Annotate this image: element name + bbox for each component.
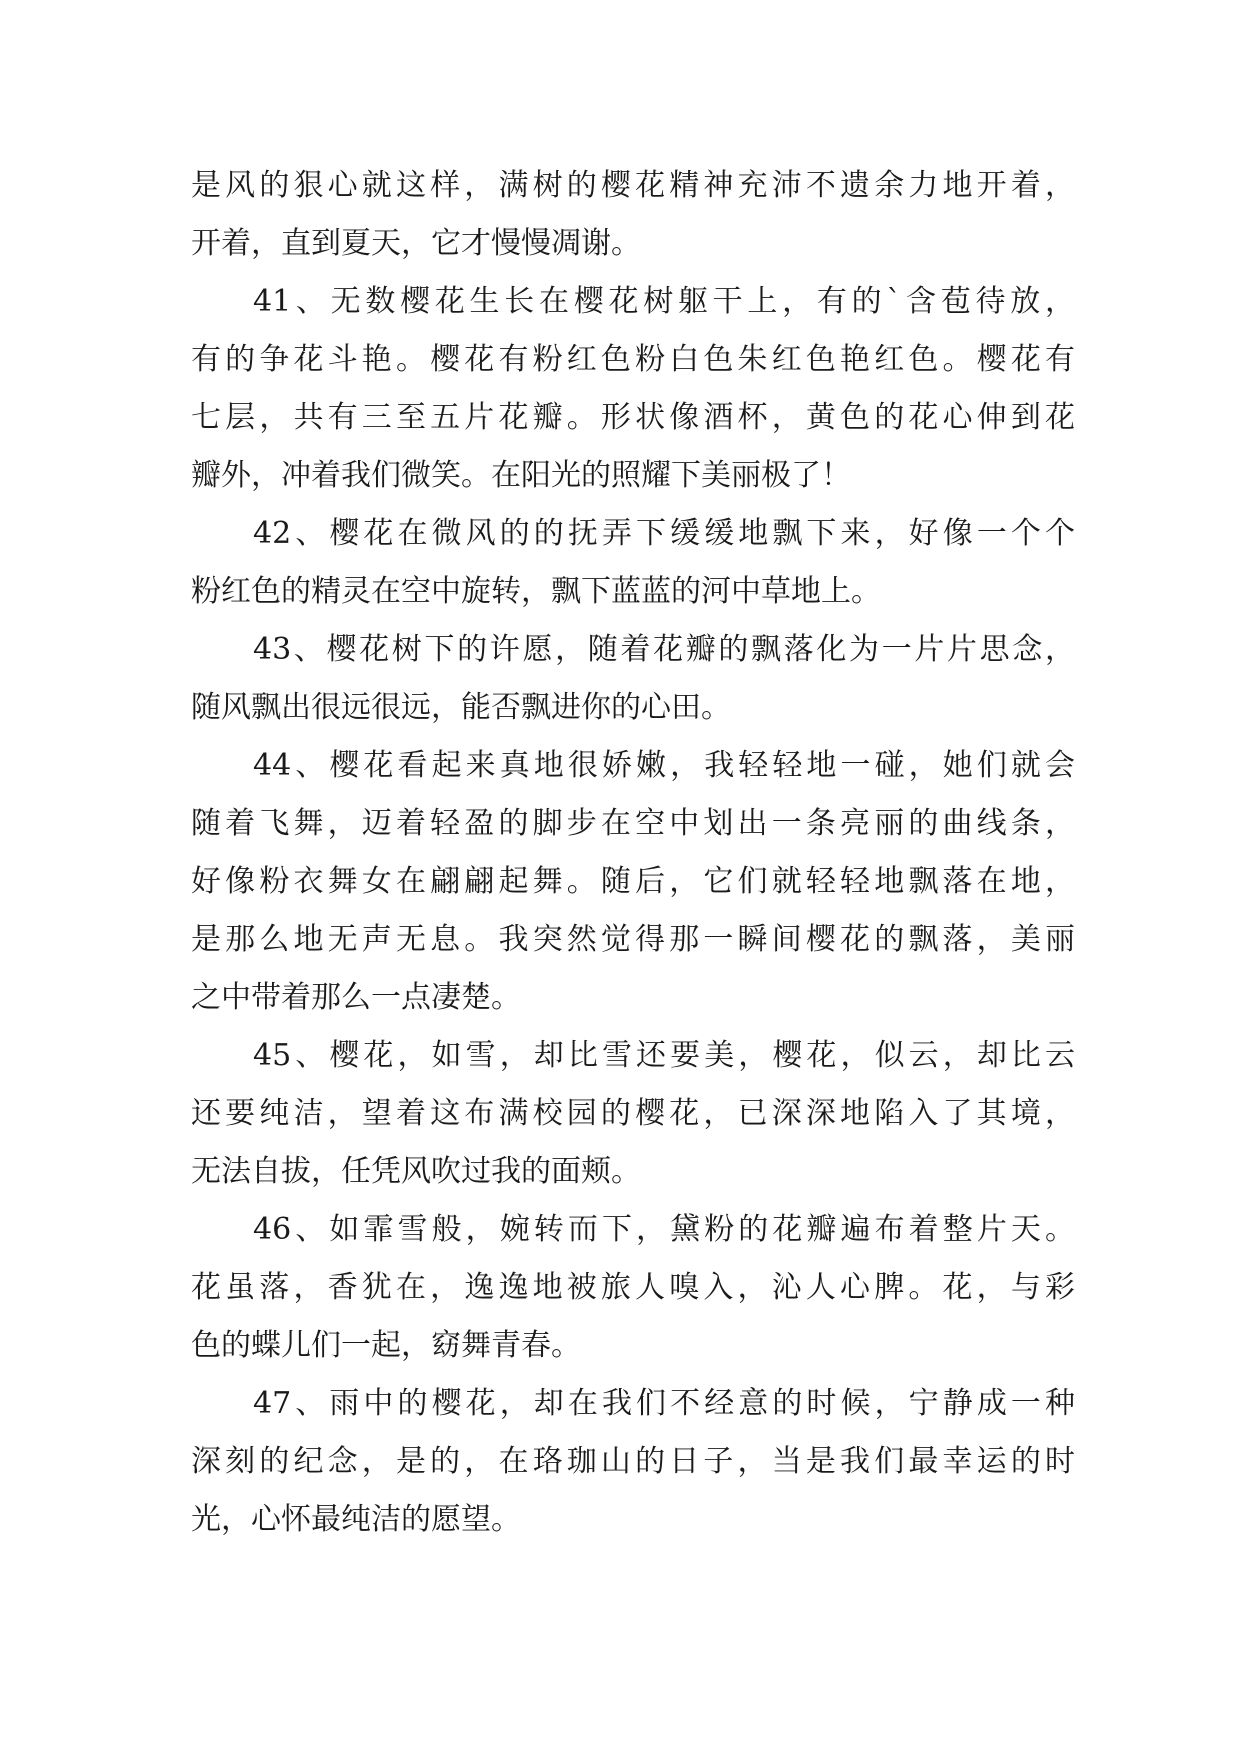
paragraph-line: 有的争花斗艳。樱花有粉红色粉白色朱红色艳红色。樱花有 (191, 342, 1075, 377)
paragraph-line: 随风飘出很远很远，能否飘进你的心田。 (191, 690, 731, 725)
paragraph-line: 开着，直到夏天，它才慢慢凋谢。 (191, 226, 641, 261)
paragraph-line: 好像粉衣舞女在翩翩起舞。随后，它们就轻轻地飘落在地， (191, 864, 1075, 899)
paragraph-line: 43、樱花树下的许愿，随着花瓣的飘落化为一片片思念， (253, 632, 1075, 667)
paragraph-line: 是风的狠心就这样，满树的樱花精神充沛不遗余力地开着， (191, 168, 1075, 203)
paragraph-line: 光，心怀最纯洁的愿望。 (191, 1502, 521, 1537)
paragraph-line: 47、雨中的樱花，却在我们不经意的时候，宁静成一种 (253, 1386, 1075, 1421)
paragraph-line: 色的蝶儿们一起，窈舞青春。 (191, 1328, 581, 1363)
paragraph-line: 粉红色的精灵在空中旋转，飘下蓝蓝的河中草地上。 (191, 574, 881, 609)
paragraph-line: 44、樱花看起来真地很娇嫩，我轻轻地一碰，她们就会 (253, 748, 1075, 783)
paragraph-line: 花虽落，香犹在，逸逸地被旅人嗅入，沁人心脾。花，与彩 (191, 1270, 1075, 1305)
paragraph-line: 之中带着那么一点凄楚。 (191, 980, 521, 1015)
paragraph-line: 是那么地无声无息。我突然觉得那一瞬间樱花的飘落，美丽 (191, 922, 1075, 957)
paragraph-line: 无法自拔，任凭风吹过我的面颊。 (191, 1154, 641, 1189)
paragraph-line: 七层，共有三至五片花瓣。形状像酒杯，黄色的花心伸到花 (191, 400, 1075, 435)
paragraph-line: 41、无数樱花生长在樱花树躯干上，有的`含苞待放， (253, 284, 1075, 319)
paragraph-line: 42、樱花在微风的的抚弄下缓缓地飘下来，好像一个个 (253, 516, 1075, 551)
paragraph-line: 瓣外，冲着我们微笑。在阳光的照耀下美丽极了！ (191, 458, 851, 493)
paragraph-line: 46、如霏雪般，婉转而下，黛粉的花瓣遍布着整片天。 (253, 1212, 1075, 1247)
paragraph-line: 深刻的纪念，是的，在珞珈山的日子，当是我们最幸运的时 (191, 1444, 1075, 1479)
paragraph-line: 45、樱花，如雪，却比雪还要美，樱花，似云，却比云 (253, 1038, 1075, 1073)
paragraph-line: 随着飞舞，迈着轻盈的脚步在空中划出一条亮丽的曲线条， (191, 806, 1075, 841)
paragraph-line: 还要纯洁，望着这布满校园的樱花，已深深地陷入了其境， (191, 1096, 1075, 1131)
document-body (191, 157, 1075, 1549)
